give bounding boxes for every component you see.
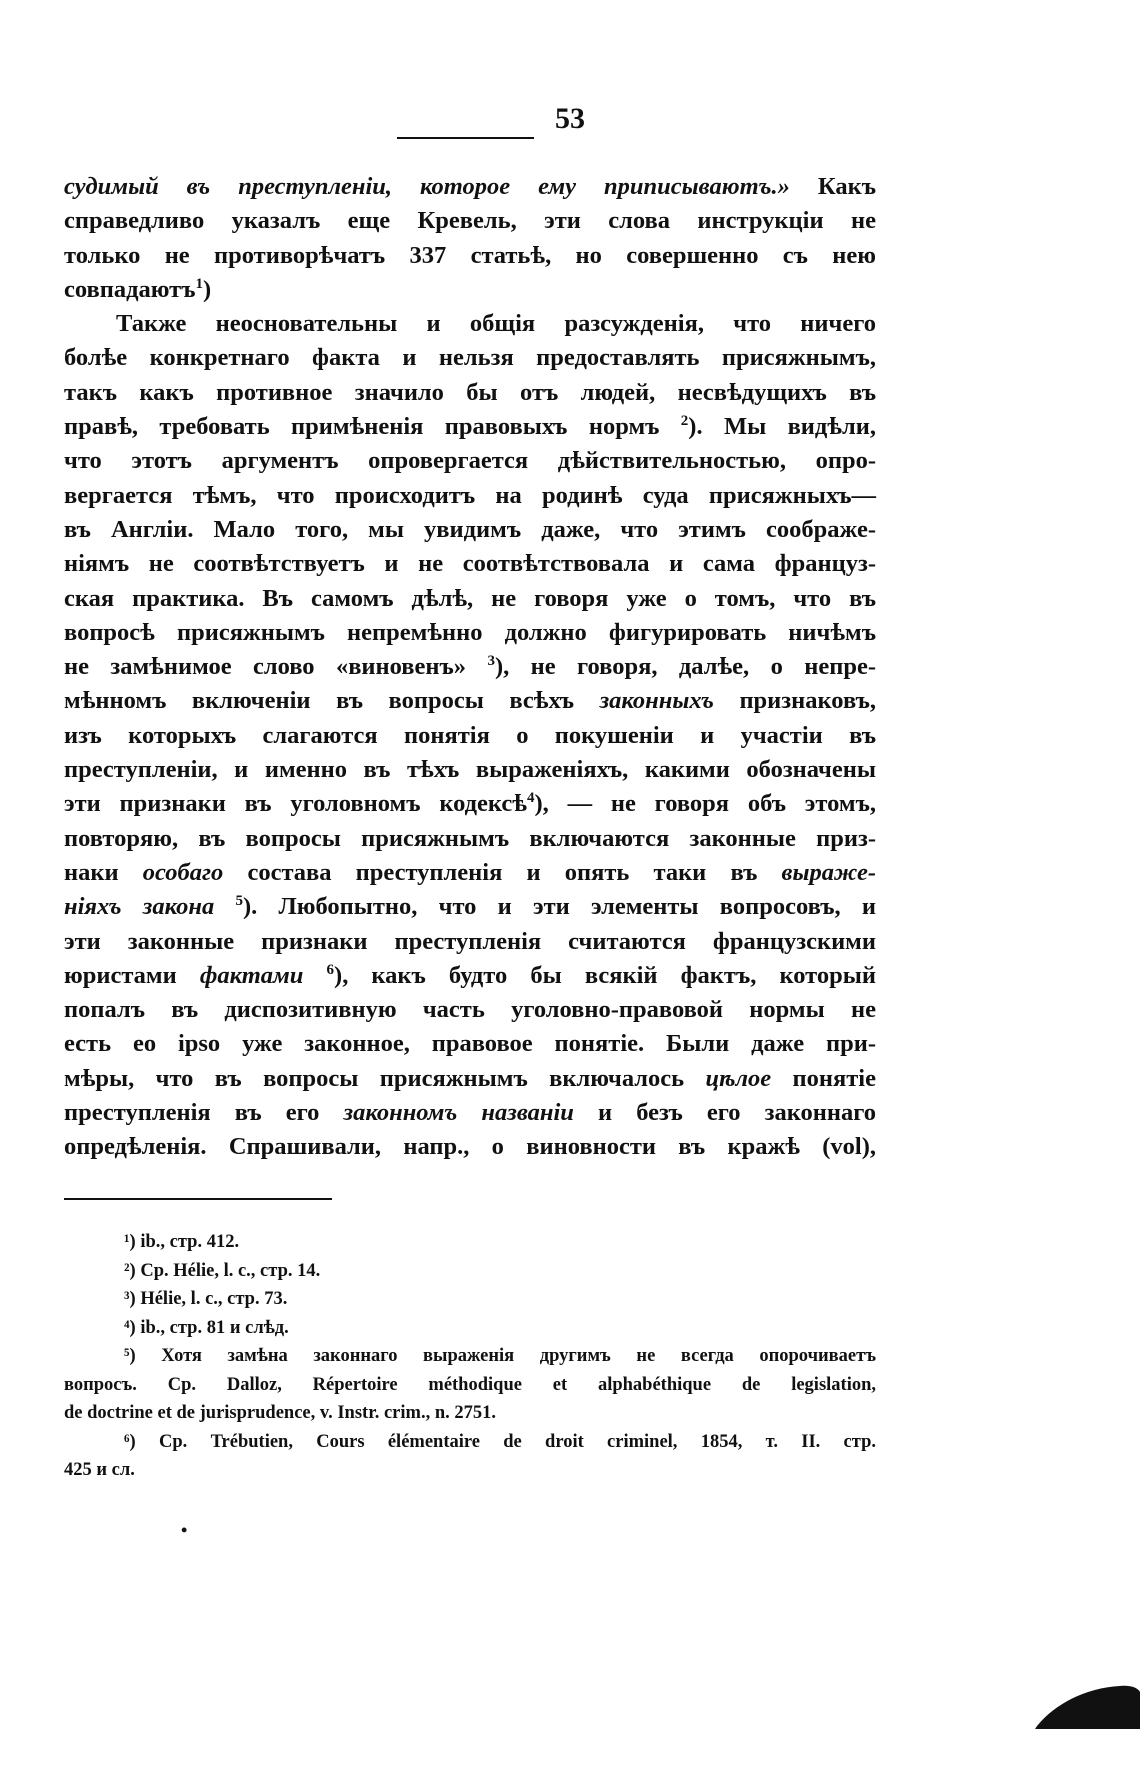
page-number-rule [397, 137, 534, 139]
footnote-line: ⁴) ib., стр. 81 и слѣд. [124, 1317, 289, 1338]
text-line [64, 307, 876, 341]
text-line [64, 1130, 876, 1164]
text-run: только не противорѣчатъ 337 статьѣ, но совершенно съ нею [64, 241, 876, 269]
text-line [64, 1096, 876, 1130]
text-line [64, 239, 876, 273]
text-line [64, 822, 876, 856]
text-line [64, 719, 876, 753]
text-run [303, 962, 326, 989]
text-run: вергается тѣмъ, что происходитъ на родинѣ суда присяжныхъ— [64, 481, 876, 509]
footnote-ref: 3 [487, 653, 495, 669]
footnote-line: de doctrine et de jurisprudence, v. Instr. crim., n. 2751. [64, 1403, 496, 1423]
text-run: изъ которыхъ слагаются понятія о покушеніи и участіи въ [64, 721, 876, 749]
text-run: опредѣленія. Спрашивали, напр., о виновности въ кражѣ (vol), [64, 1133, 876, 1161]
text-run: преступленіи, и именно въ тѣхъ выраженіяхъ, какими обозначены [64, 756, 876, 784]
italic-phrase: особаго [142, 858, 224, 886]
text-line [64, 582, 876, 616]
text-run: справедливо указалъ еще Кревель, эти слова инструкціи не [64, 207, 876, 235]
text-run: состава преступленія и опять таки въ [223, 858, 782, 886]
text-line [64, 410, 876, 444]
text-run: эти признаки въ уголовномъ кодексѣ [64, 790, 528, 818]
text-line [64, 1062, 876, 1096]
text-run: наки [64, 858, 143, 886]
text-run: правѣ, требовать примѣненія правовыхъ нормъ [64, 413, 681, 441]
text-line [64, 444, 876, 478]
footnote-ref: 4 [527, 790, 535, 807]
text-line [64, 170, 876, 204]
text-line [64, 925, 876, 959]
footnotes [64, 1228, 876, 1485]
italic-phrase: законныхъ [599, 687, 714, 715]
text-run: ), не говоря, далѣе, о непре- [494, 653, 876, 681]
page-number: 53 [555, 102, 585, 135]
footnote-line: 425 и сл. [64, 1460, 135, 1480]
footnote-ref: 1 [195, 275, 203, 292]
text-line [64, 993, 876, 1027]
footnote-line: ⁶) Ср. Trébutien, Cours élémentaire de droit criminel, 1854, т. II. стр. [124, 1431, 876, 1452]
text-run: ніямъ не соотвѣтствуетъ и не соотвѣтствовала и сама француз- [64, 550, 876, 578]
italic-phrase: цѣлое [705, 1064, 772, 1092]
text-run: ). Любопытно, что и эти элементы вопросовъ, и [242, 893, 876, 921]
italic-phrase: законномъ названіи [343, 1099, 574, 1127]
text-run: мѣнномъ включеніи въ вопросы всѣхъ [64, 687, 600, 715]
text-line [64, 547, 876, 581]
text-run: ). Мы видѣли, [688, 413, 876, 441]
text-line [64, 1027, 876, 1061]
text-run: ), какъ будто бы всякій фактъ, который [334, 961, 877, 989]
text-run: Какъ [789, 173, 877, 200]
text-run: понятіе [771, 1064, 876, 1092]
text-run: юристами [64, 961, 200, 989]
text-run: вопросѣ присяжнымъ непремѣнно должно фигурировать ничѣмъ [64, 618, 876, 646]
italic-phrase: судимый въ преступленіи, которое ему приписываютъ.» [64, 173, 790, 200]
text-run: что этотъ аргументъ опровергается дѣйствительностью, опро- [64, 447, 876, 475]
italic-phrase: фактами [199, 961, 304, 989]
text-line [64, 650, 876, 684]
text-run: ) [202, 275, 212, 303]
text-line [64, 376, 876, 410]
footnote-ref: 6 [326, 961, 335, 978]
text-run: преступленія въ его [64, 1099, 344, 1127]
text-line [64, 959, 876, 993]
footnote-line: ⁵) Хотя замѣна законнаго выраженія другимъ не всегда опорочиваетъ [124, 1346, 876, 1366]
footnote-line: ³) Hélie, l. c., стр. 73. [124, 1289, 288, 1309]
body-text [64, 170, 876, 1165]
footnote-ref: 5 [235, 893, 243, 910]
text-run: ская практика. Въ самомъ дѣлѣ, не говоря уже о томъ, что въ [64, 584, 876, 612]
text-run: признаковъ, [713, 687, 876, 715]
text-line [64, 787, 876, 821]
text-run: совпадаютъ [64, 275, 196, 303]
footnote-line: ²) Ср. Hélie, l. c., стр. 14. [124, 1260, 321, 1281]
text-line [64, 513, 876, 547]
text-line [64, 684, 876, 718]
text-line [64, 856, 876, 890]
page-corner-mark [1035, 1674, 1140, 1729]
footnote-line: вопросъ. Ср. Dalloz, Répertoire méthodique et alphabéthique de legislation, [64, 1374, 876, 1395]
text-run: есть ео ipso уже законное, правовое понятіе. Были даже при- [64, 1030, 876, 1058]
text-line [64, 890, 876, 924]
text-run: повторяю, въ вопросы присяжнымъ включаются законные приз- [64, 824, 876, 852]
text-run: ), — не говоря объ этомъ, [534, 790, 876, 818]
text-line [64, 273, 876, 307]
text-run: въ Англіи. Мало того, мы увидимъ даже, что этимъ соображе- [64, 515, 876, 543]
ink-dot-mark: • [181, 1520, 188, 1540]
text-run: попалъ въ диспозитивную часть уголовно-правовой нормы не [64, 996, 876, 1024]
footnote-line: ¹) ib., стр. 412. [124, 1232, 240, 1252]
text-line [64, 753, 876, 787]
footnote-ref: 2 [680, 412, 689, 429]
text-run: не замѣнимое слово «виновенъ» [64, 653, 488, 681]
text-line [64, 479, 876, 513]
italic-phrase: ніяхъ закона [64, 893, 215, 921]
text-run [214, 893, 235, 920]
text-run: такъ какъ противное значило бы отъ людей, несвѣдущихъ въ [64, 378, 876, 406]
italic-phrase: выраже- [781, 858, 876, 886]
text-line [64, 341, 876, 375]
text-line [64, 204, 876, 238]
text-line [64, 616, 876, 650]
text-run: мѣры, что въ вопросы присяжнымъ включалось [64, 1064, 706, 1092]
text-run: и безъ его законнаго [573, 1099, 876, 1127]
footnote-rule [64, 1198, 332, 1200]
text-run: болѣе конкретнаго факта и нельзя предоставлять присяжнымъ, [64, 344, 876, 372]
text-run: Также неосновательны и общія разсужденія, что ничего [116, 310, 876, 338]
text-run: эти законные признаки преступленія считаются французскими [64, 927, 876, 955]
